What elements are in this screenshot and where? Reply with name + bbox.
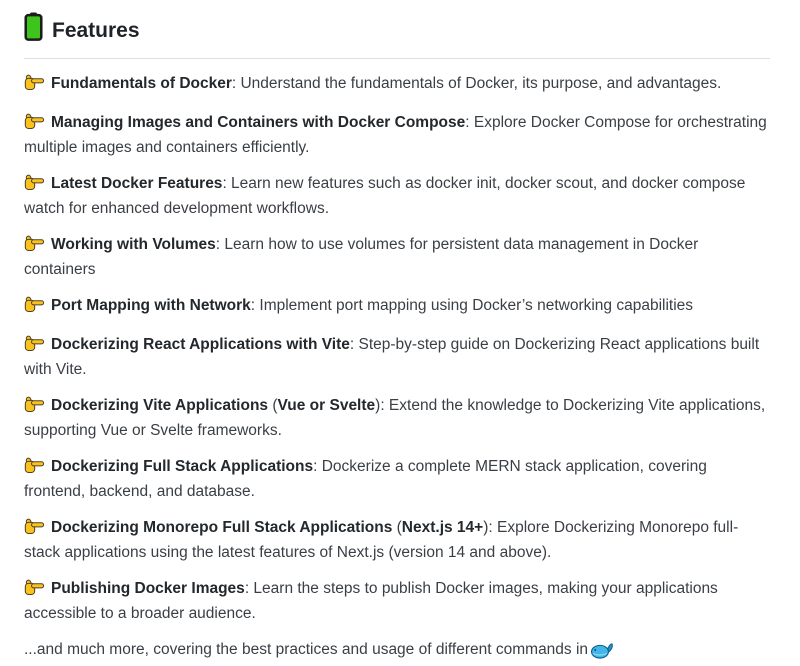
pointing-right-icon bbox=[24, 296, 45, 320]
feature-description: ( bbox=[268, 397, 278, 414]
feature-item bbox=[24, 234, 770, 281]
closing-text: ...and much more, covering the best practices and usage of different commands in bbox=[24, 641, 589, 658]
section-divider bbox=[24, 58, 770, 59]
feature-description: ): Explore Dockerizing Monorepo full-stack applications using the latest features of Next.js (version 14 and above). bbox=[24, 519, 739, 561]
feature-item bbox=[24, 517, 770, 564]
feature-title: Fundamentals of Docker bbox=[51, 75, 232, 92]
whale-icon bbox=[591, 640, 613, 666]
pointing-right-icon bbox=[24, 396, 45, 420]
feature-title: Managing Images and Containers with Docker Compose bbox=[51, 114, 466, 131]
pointing-right-icon bbox=[24, 74, 45, 98]
feature-title: Dockerizing Monorepo Full Stack Applications bbox=[51, 519, 393, 536]
feature-title: Publishing Docker Images bbox=[51, 580, 245, 597]
feature-title: Next.js 14+ bbox=[401, 519, 484, 536]
pointing-right-icon bbox=[24, 174, 45, 198]
feature-title: Dockerizing Full Stack Applications bbox=[51, 458, 314, 475]
features-list bbox=[24, 73, 770, 625]
feature-title: Port Mapping with Network bbox=[51, 297, 251, 314]
feature-item bbox=[24, 73, 770, 98]
pointing-right-icon bbox=[24, 235, 45, 259]
feature-title: Working with Volumes bbox=[51, 236, 216, 253]
section-title: Features bbox=[52, 19, 140, 42]
feature-title: Vue or Svelte bbox=[277, 397, 376, 414]
feature-title: Dockerizing React Applications with Vite bbox=[51, 336, 350, 353]
feature-description: ): Extend the knowledge to Dockerizing Vite applications, supporting Vue or Svelte frameworks. bbox=[24, 397, 766, 439]
pointing-right-icon bbox=[24, 457, 45, 481]
feature-item bbox=[24, 578, 770, 625]
feature-description: : Implement port mapping using Docker’s networking capabilities bbox=[250, 297, 694, 314]
section-heading bbox=[24, 12, 770, 50]
feature-description: : Learn how to use volumes for persistent data management in Docker containers bbox=[24, 236, 699, 278]
pointing-right-icon bbox=[24, 518, 45, 542]
feature-description: : Dockerize a complete MERN stack application, covering frontend, backend, and database. bbox=[24, 458, 707, 500]
feature-item bbox=[24, 295, 770, 320]
feature-item bbox=[24, 334, 770, 381]
feature-description: ( bbox=[392, 519, 402, 536]
feature-title: Latest Docker Features bbox=[51, 175, 223, 192]
feature-description: : Learn the steps to publish Docker images, making your applications accessible to a broader audience. bbox=[24, 580, 718, 622]
pointing-right-icon bbox=[24, 113, 45, 137]
feature-description: : Learn new features such as docker init, docker scout, and docker compose watch for enhanced development workflows. bbox=[24, 175, 746, 217]
feature-item bbox=[24, 456, 770, 503]
battery-icon-slot bbox=[24, 12, 43, 50]
pointing-right-icon bbox=[24, 335, 45, 359]
battery-icon bbox=[24, 12, 43, 41]
feature-description: : Understand the fundamentals of Docker, its purpose, and advantages. bbox=[231, 75, 722, 92]
feature-title: Dockerizing Vite Applications bbox=[51, 397, 269, 414]
feature-description: : Explore Docker Compose for orchestrating multiple images and containers efficiently. bbox=[24, 114, 767, 156]
closing-note bbox=[24, 639, 770, 666]
feature-item bbox=[24, 395, 770, 442]
feature-description: : Step-by-step guide on Dockerizing React applications built with Vite. bbox=[24, 336, 760, 378]
feature-item bbox=[24, 173, 770, 220]
feature-item bbox=[24, 112, 770, 159]
